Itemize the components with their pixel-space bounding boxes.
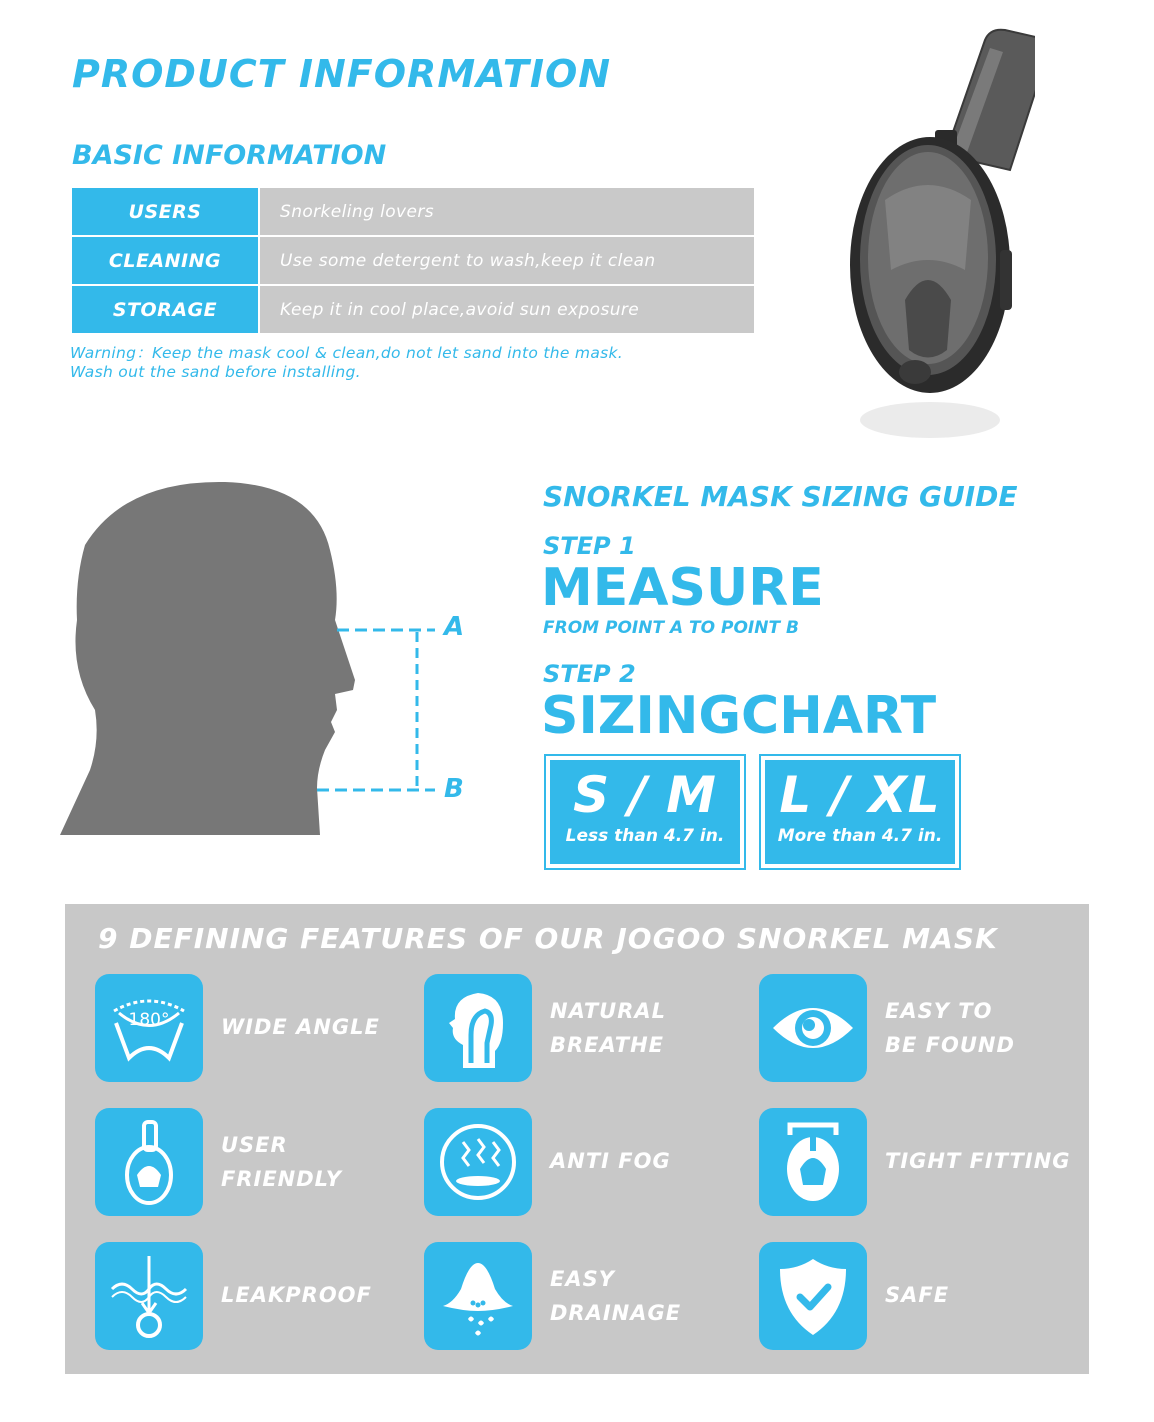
feature-label [550,1262,681,1330]
warning-line-1: Warning：Keep the mask cool & clean,do not let sand into the mask. [70,344,624,362]
feature-label-line-2: FRIENDLY [221,1167,342,1191]
feature-label-line-1: EASY TO [885,999,993,1023]
size-description: More than 4.7 in. [777,826,943,846]
feature-label: SAFE [885,1283,950,1307]
icon-text: 180° [128,1010,170,1030]
feature-label-line-2: BREATHE [550,1033,665,1057]
feature-label [885,994,1015,1062]
size-description: Less than 4.7 in. [565,826,725,846]
feature-label: LEAKPROOF [221,1283,372,1307]
row-value: Use some detergent to wash,keep it clean [260,237,754,284]
feature-safe [759,1242,1089,1352]
mask-outline-icon [95,1108,203,1216]
feature-leakproof [95,1242,425,1352]
table-row [72,286,754,335]
step-1-label: STEP 1 [543,532,636,560]
size-box-l-xl [761,756,959,868]
breathing-head-icon [424,974,532,1082]
size-code: L / XL [779,766,941,824]
point-a-label: A [444,612,465,642]
step-2-label: STEP 2 [543,660,636,688]
feature-tight-fitting [759,1108,1089,1218]
feature-label-line-1: EASY [550,1267,615,1291]
row-value: Keep it in cool place,avoid sun exposure [260,286,754,333]
page-title: PRODUCT INFORMATION [72,52,612,96]
feature-label: WIDE ANGLE [221,1015,380,1039]
row-value: Snorkeling lovers [260,188,754,235]
feature-label: TIGHT FITTING [885,1149,1071,1173]
feature-natural-breathe [424,974,754,1084]
basic-info-heading: BASIC INFORMATION [72,140,387,171]
feature-label-line-1: USER [221,1133,288,1157]
step-1-title: MEASURE [541,558,824,618]
head-shape [60,482,355,835]
size-code: S / M [573,766,717,824]
wide-angle-icon [95,974,203,1082]
feature-user-friendly [95,1108,425,1218]
feature-label-line-1: NATURAL [550,999,666,1023]
anti-fog-icon [424,1108,532,1216]
drainage-icon [424,1242,532,1350]
feature-easy-to-be-found [759,974,1089,1084]
snorkel-mask-image [835,20,1035,450]
table-row [72,188,754,237]
shield-check-icon [759,1242,867,1350]
head-silhouette-diagram [55,470,455,840]
features-panel [65,904,1089,1374]
feature-label-line-2: DRAINAGE [550,1301,682,1325]
point-b-label: B [444,774,464,804]
feature-label: ANTI FOG [550,1149,671,1173]
table-row [72,237,754,286]
tight-fit-mask-icon [759,1108,867,1216]
basic-info-table [72,188,754,335]
eye-icon [759,974,867,1082]
row-label: CLEANING [72,237,260,284]
row-label: USERS [72,188,260,235]
step-2-title: SIZINGCHART [541,686,937,746]
feature-label-line-2: BE FOUND [885,1033,1015,1057]
row-label: STORAGE [72,286,260,333]
feature-wide-angle [95,974,425,1084]
leakproof-valve-icon [95,1242,203,1350]
sizing-guide-title: SNORKEL MASK SIZING GUIDE [543,480,1018,513]
feature-label [550,994,666,1062]
size-box-s-m [546,756,744,868]
warning-line-2: Wash out the sand before installing. [70,363,361,381]
features-title: 9 DEFINING FEATURES OF OUR JOGOO SNORKEL MASK [98,922,998,955]
feature-easy-drainage [424,1242,754,1352]
warning-text [70,344,790,382]
feature-anti-fog [424,1108,754,1218]
step-1-description: FROM POINT A TO POINT B [543,618,799,638]
feature-label [221,1128,342,1196]
